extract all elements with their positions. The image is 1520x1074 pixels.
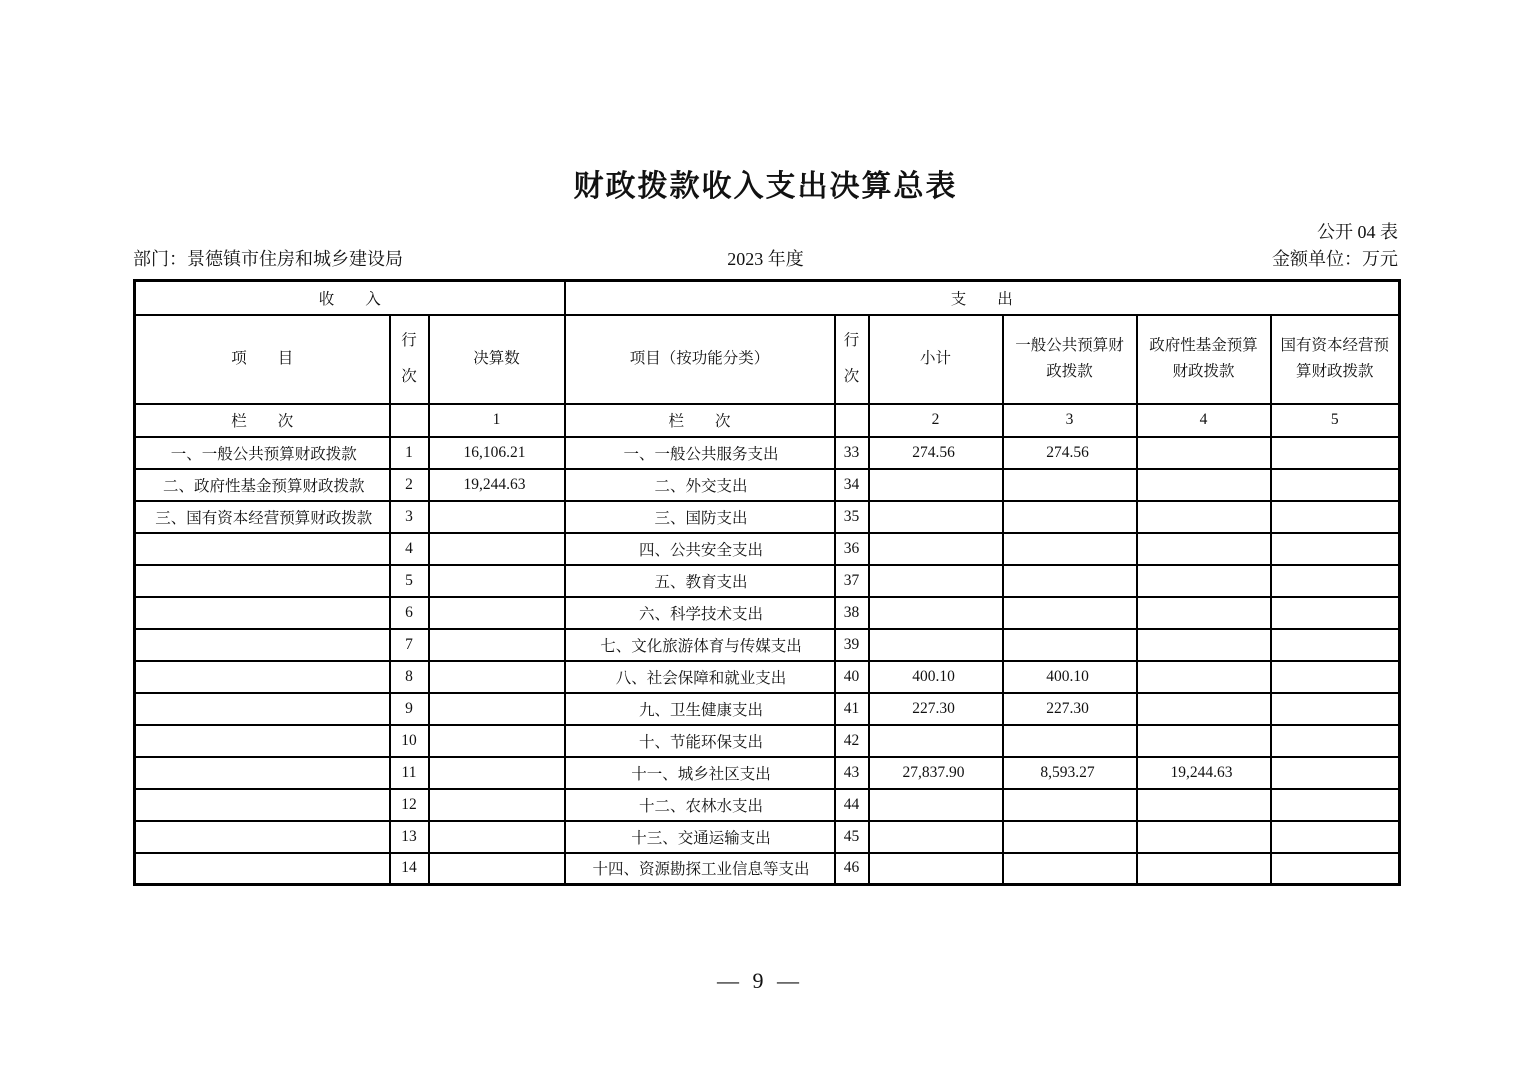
meta-line xyxy=(133,246,1398,272)
page-title: 财政拨款收入支出决算总表 xyxy=(573,170,958,203)
document-content xyxy=(133,0,1398,886)
general-budget-cell xyxy=(1003,821,1137,853)
expense-item-cell: 十四、资源勘探工业信息等支出 xyxy=(565,853,835,885)
gov-fund-cell xyxy=(1137,789,1271,821)
table-row xyxy=(135,501,1400,533)
expense-row-no-cell: 41 xyxy=(835,693,869,725)
income-amount-cell: 16,106.21 xyxy=(429,437,565,469)
table-row xyxy=(135,661,1400,693)
general-budget-cell xyxy=(1003,853,1137,885)
income-item-cell xyxy=(135,565,390,597)
income-row-no-cell: 10 xyxy=(390,725,429,757)
subtotal-header: 小计 xyxy=(869,315,1003,404)
state-capital-cell xyxy=(1271,789,1400,821)
income-row-no-cell: 14 xyxy=(390,853,429,885)
state-capital-cell xyxy=(1271,661,1400,693)
subtotal-index: 2 xyxy=(869,404,1003,437)
subtotal-cell xyxy=(869,501,1003,533)
expense-item-cell: 十一、城乡社区支出 xyxy=(565,757,835,789)
general-budget-index: 3 xyxy=(1003,404,1137,437)
income-item-header: 项 目 xyxy=(135,315,390,404)
income-amount-cell xyxy=(429,565,565,597)
expense-item-cell: 二、外交支出 xyxy=(565,469,835,501)
expense-row-no-cell: 36 xyxy=(835,533,869,565)
state-capital-cell xyxy=(1271,469,1400,501)
table-code: 公开 04 表 xyxy=(1317,222,1398,242)
income-row-no-cell: 9 xyxy=(390,693,429,725)
income-amount-cell xyxy=(429,853,565,885)
gov-fund-cell xyxy=(1137,533,1271,565)
income-row-no-cell: 3 xyxy=(390,501,429,533)
expense-item-cell: 七、文化旅游体育与传媒支出 xyxy=(565,629,835,661)
income-row-no-cell: 11 xyxy=(390,757,429,789)
expense-row-no-header: 行次 xyxy=(835,315,869,404)
gov-fund-cell xyxy=(1137,597,1271,629)
expense-row-no-cell: 35 xyxy=(835,501,869,533)
gov-fund-cell xyxy=(1137,501,1271,533)
income-row-no-cell: 12 xyxy=(390,789,429,821)
income-row-no-header: 行次 xyxy=(390,315,429,404)
page-number: — 9 — xyxy=(717,968,803,993)
income-row-no-cell: 4 xyxy=(390,533,429,565)
table-row xyxy=(135,789,1400,821)
gov-fund-cell xyxy=(1137,565,1271,597)
table-row xyxy=(135,533,1400,565)
expense-item-cell: 六、科学技术支出 xyxy=(565,597,835,629)
income-item-cell: 三、国有资本经营预算财政拨款 xyxy=(135,501,390,533)
income-row-no-cell: 8 xyxy=(390,661,429,693)
income-amount-cell: 19,244.63 xyxy=(429,469,565,501)
expense-row-no-cell: 45 xyxy=(835,821,869,853)
gov-fund-cell xyxy=(1137,629,1271,661)
general-budget-cell xyxy=(1003,501,1137,533)
gov-fund-cell xyxy=(1137,437,1271,469)
table-row xyxy=(135,437,1400,469)
general-budget-cell: 274.56 xyxy=(1003,437,1137,469)
subtotal-cell xyxy=(869,853,1003,885)
gov-fund-cell xyxy=(1137,725,1271,757)
income-row-no-cell: 1 xyxy=(390,437,429,469)
gov-fund-index: 4 xyxy=(1137,404,1271,437)
income-amount-cell xyxy=(429,789,565,821)
expense-lane-label: 栏 次 xyxy=(565,404,835,437)
subtotal-cell xyxy=(869,821,1003,853)
subtotal-cell: 400.10 xyxy=(869,661,1003,693)
general-budget-cell xyxy=(1003,629,1137,661)
table-row xyxy=(135,469,1400,501)
income-lane-label: 栏 次 xyxy=(135,404,390,437)
income-item-cell xyxy=(135,693,390,725)
gov-fund-cell xyxy=(1137,469,1271,501)
general-budget-cell xyxy=(1003,533,1137,565)
general-budget-cell xyxy=(1003,565,1137,597)
expense-item-cell: 十二、农林水支出 xyxy=(565,789,835,821)
state-capital-cell xyxy=(1271,565,1400,597)
general-budget-cell xyxy=(1003,469,1137,501)
expense-row-no-cell: 37 xyxy=(835,565,869,597)
subtotal-cell xyxy=(869,469,1003,501)
lane-blank-cell xyxy=(835,404,869,437)
subtotal-cell xyxy=(869,725,1003,757)
table-row xyxy=(135,693,1400,725)
amount-unit-label: 金额单位：万元 xyxy=(1272,249,1398,269)
income-row-no-cell: 13 xyxy=(390,821,429,853)
income-item-cell xyxy=(135,725,390,757)
table-row xyxy=(135,629,1400,661)
expense-item-cell: 四、公共安全支出 xyxy=(565,533,835,565)
income-row-no-cell: 2 xyxy=(390,469,429,501)
expense-row-no-cell: 40 xyxy=(835,661,869,693)
income-item-cell: 一、一般公共预算财政拨款 xyxy=(135,437,390,469)
expense-item-cell: 一、一般公共服务支出 xyxy=(565,437,835,469)
gov-fund-header: 政府性基金预算 财政拨款 xyxy=(1137,315,1271,404)
expense-row-no-cell: 38 xyxy=(835,597,869,629)
state-capital-cell xyxy=(1271,437,1400,469)
state-capital-cell xyxy=(1271,693,1400,725)
gov-fund-cell xyxy=(1137,693,1271,725)
state-capital-cell xyxy=(1271,501,1400,533)
column-header-row xyxy=(135,315,1400,404)
state-capital-cell xyxy=(1271,725,1400,757)
expense-row-no-cell: 46 xyxy=(835,853,869,885)
general-budget-cell xyxy=(1003,725,1137,757)
section-header-row xyxy=(135,281,1400,315)
subtotal-cell xyxy=(869,597,1003,629)
expense-row-no-cell: 39 xyxy=(835,629,869,661)
state-capital-header: 国有资本经营预 算财政拨款 xyxy=(1271,315,1400,404)
fiscal-year-label: 2023 年度 xyxy=(727,249,804,269)
expense-item-header: 项目（按功能分类） xyxy=(565,315,835,404)
table-body xyxy=(135,437,1400,885)
income-amount-cell xyxy=(429,661,565,693)
table-row xyxy=(135,821,1400,853)
gov-fund-cell: 19,244.63 xyxy=(1137,757,1271,789)
income-amount-cell xyxy=(429,597,565,629)
income-item-cell xyxy=(135,853,390,885)
subtotal-cell xyxy=(869,533,1003,565)
state-capital-cell xyxy=(1271,629,1400,661)
state-capital-cell xyxy=(1271,533,1400,565)
income-amount-cell xyxy=(429,533,565,565)
state-capital-cell xyxy=(1271,853,1400,885)
general-budget-header: 一般公共预算财 政拨款 xyxy=(1003,315,1137,404)
income-amount-cell xyxy=(429,693,565,725)
lane-index-row xyxy=(135,404,1400,437)
income-section-header: 收 入 xyxy=(135,281,565,315)
income-amount-cell xyxy=(429,757,565,789)
table-row xyxy=(135,757,1400,789)
table-row xyxy=(135,597,1400,629)
income-item-cell xyxy=(135,597,390,629)
department-label: 部门：景德镇市住房和城乡建设局 xyxy=(133,249,403,269)
expense-row-no-cell: 43 xyxy=(835,757,869,789)
state-capital-cell xyxy=(1271,821,1400,853)
general-budget-cell: 8,593.27 xyxy=(1003,757,1137,789)
table-row xyxy=(135,565,1400,597)
expense-section-header: 支 出 xyxy=(565,281,1400,315)
general-budget-cell: 400.10 xyxy=(1003,661,1137,693)
income-item-cell xyxy=(135,757,390,789)
general-budget-cell xyxy=(1003,597,1137,629)
income-item-cell xyxy=(135,629,390,661)
fiscal-summary-table xyxy=(133,279,1401,886)
subtotal-cell xyxy=(869,565,1003,597)
gov-fund-cell xyxy=(1137,853,1271,885)
expense-row-no-cell: 34 xyxy=(835,469,869,501)
table-row xyxy=(135,853,1400,885)
state-capital-cell xyxy=(1271,597,1400,629)
gov-fund-cell xyxy=(1137,661,1271,693)
expense-item-cell: 三、国防支出 xyxy=(565,501,835,533)
income-amount-cell xyxy=(429,629,565,661)
income-row-no-cell: 6 xyxy=(390,597,429,629)
income-row-no-cell: 5 xyxy=(390,565,429,597)
income-item-cell xyxy=(135,533,390,565)
expense-row-no-cell: 42 xyxy=(835,725,869,757)
general-budget-cell: 227.30 xyxy=(1003,693,1137,725)
expense-item-cell: 九、卫生健康支出 xyxy=(565,693,835,725)
expense-row-no-cell: 44 xyxy=(835,789,869,821)
general-budget-cell xyxy=(1003,789,1137,821)
expense-item-cell: 十、节能环保支出 xyxy=(565,725,835,757)
expense-item-cell: 八、社会保障和就业支出 xyxy=(565,661,835,693)
subtotal-cell: 27,837.90 xyxy=(869,757,1003,789)
income-amount-cell xyxy=(429,725,565,757)
table-row xyxy=(135,725,1400,757)
income-amount-index: 1 xyxy=(429,404,565,437)
gov-fund-cell xyxy=(1137,821,1271,853)
state-capital-index: 5 xyxy=(1271,404,1400,437)
income-item-cell xyxy=(135,821,390,853)
income-item-cell xyxy=(135,661,390,693)
expense-item-cell: 五、教育支出 xyxy=(565,565,835,597)
subtotal-cell xyxy=(869,629,1003,661)
income-amount-cell xyxy=(429,821,565,853)
income-item-cell: 二、政府性基金预算财政拨款 xyxy=(135,469,390,501)
expense-row-no-cell: 33 xyxy=(835,437,869,469)
subtotal-cell: 227.30 xyxy=(869,693,1003,725)
subtotal-cell: 274.56 xyxy=(869,437,1003,469)
subtotal-cell xyxy=(869,789,1003,821)
expense-item-cell: 十三、交通运输支出 xyxy=(565,821,835,853)
state-capital-cell xyxy=(1271,757,1400,789)
income-item-cell xyxy=(135,789,390,821)
income-row-no-cell: 7 xyxy=(390,629,429,661)
lane-blank-cell xyxy=(390,404,429,437)
income-amount-header: 决算数 xyxy=(429,315,565,404)
income-amount-cell xyxy=(429,501,565,533)
